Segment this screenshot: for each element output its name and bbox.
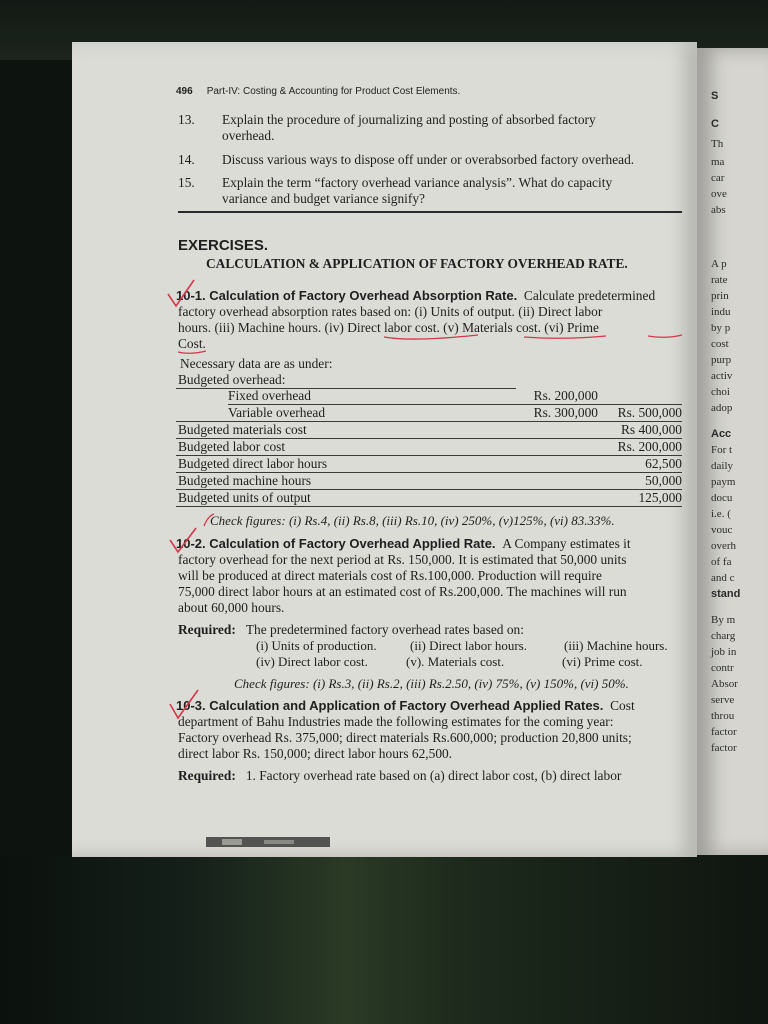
underline-mark: [384, 335, 478, 339]
table-cell: Rs. 200,000: [533, 388, 598, 403]
question-line: overhead.: [222, 128, 275, 143]
underline-mark: [178, 351, 206, 353]
option: (ii) Direct labor hours.: [410, 638, 527, 653]
background-bottom: [0, 855, 768, 1024]
data-intro: Necessary data are as under:: [180, 356, 333, 371]
table-cell: 50,000: [645, 473, 682, 488]
table-cell: Rs. 200,000: [617, 439, 682, 454]
underline-mark: [648, 335, 682, 337]
facing-page-line: by p: [711, 322, 731, 334]
facing-page-line: overh: [711, 540, 737, 552]
question-line: Explain the term “factory overhead variance analysis”. What do capacity: [222, 175, 613, 190]
part-title: Part-IV: Costing & Accounting for Product Cost Elements.: [206, 86, 461, 97]
facing-page-line: Th: [711, 138, 724, 150]
facing-page-line: C: [711, 118, 719, 130]
question-line: variance and budget variance signify?: [222, 191, 425, 206]
table-cell: 62,500: [645, 456, 682, 471]
exercise-line: will be produced at direct materials cost of Rs.100,000. Production will require: [178, 568, 602, 583]
facing-page-line: ma: [711, 156, 725, 168]
exercises-title: EXERCISES.: [178, 237, 269, 254]
exercise-heading: 10-2. Calculation of Factory Overhead Applied Rate.: [176, 536, 496, 551]
facing-page-line: factor: [711, 742, 737, 754]
facing-page-line: S: [711, 90, 719, 102]
option: (v). Materials cost.: [406, 654, 505, 669]
underline-mark: [524, 336, 606, 338]
check-mark: [168, 280, 194, 306]
table-row-label: Budgeted units of output: [178, 490, 311, 505]
table-row-label: Budgeted machine hours: [178, 473, 312, 488]
exercise-line: about 60,000 hours.: [178, 600, 285, 615]
table-row-label: Variable overhead: [228, 405, 326, 420]
question-number: 14.: [178, 152, 195, 167]
facing-page-line: adop: [711, 402, 733, 414]
facing-page-line: stand: [711, 588, 741, 600]
facing-page-line: prin: [711, 290, 729, 302]
exercise-text: A Company estimates it: [502, 536, 631, 551]
table-cell: Rs 400,000: [620, 422, 682, 437]
facing-page-line: By m: [711, 614, 736, 626]
table-row-label: Budgeted materials cost: [178, 422, 307, 437]
option: (i) Units of production.: [256, 638, 377, 653]
option: (iv) Direct labor cost.: [256, 654, 368, 669]
facing-page-line: cost: [711, 338, 729, 350]
facing-page-line: contr: [711, 662, 734, 674]
facing-page-line: A p: [711, 258, 727, 270]
exercise-line: Factory overhead Rs. 375,000; direct materials Rs.600,000; production 20,800 units;: [178, 730, 632, 745]
table-cell: Rs. 500,000: [617, 405, 682, 420]
facing-page-line: choi: [711, 386, 730, 398]
facing-page-line: charg: [711, 630, 736, 642]
exercise-heading: 10-1. Calculation of Factory Overhead Absorption Rate.: [176, 288, 518, 303]
facing-page-line: Absor: [711, 678, 738, 690]
table-row-label: Fixed overhead: [228, 388, 311, 403]
required-label: Required:: [178, 622, 236, 637]
facing-page-line: throu: [711, 710, 735, 722]
facing-page-line: and c: [711, 572, 735, 584]
facing-page-line: i.e. (: [711, 508, 731, 520]
question-number: 15.: [178, 175, 195, 190]
budgeted-overhead-label: Budgeted overhead:: [178, 372, 286, 387]
pen-annotations: [72, 42, 697, 857]
ink-smudge: [204, 834, 332, 850]
check-figures: Check figures: (i) Rs.4, (ii) Rs.8, (iii) Rs.10, (iv) 250%, (v)125%, (vi) 83.33%.: [210, 513, 615, 528]
exercises-subtitle: CALCULATION & APPLICATION OF FACTORY OVERHEAD RATE.: [206, 256, 628, 271]
table-cell: 125,000: [638, 490, 682, 505]
question-number: 13.: [178, 112, 195, 127]
facing-page-line: Acc: [711, 428, 732, 440]
pen-stroke: [204, 514, 214, 526]
exercise-line: hours. (iii) Machine hours. (iv) Direct labor cost. (v) Materials cost. (vi) Prime: [178, 320, 599, 335]
exercise-heading: 10-3. Calculation and Application of Factory Overhead Applied Rates.: [176, 698, 604, 713]
question-line: Explain the procedure of journalizing and posting of absorbed factory: [222, 112, 596, 127]
exercise-line: department of Bahu Industries made the following estimates for the coming year:: [178, 714, 614, 729]
facing-page-line: paym: [711, 476, 736, 488]
table-cell: Rs. 300,000: [533, 405, 598, 420]
exercise-line: factory overhead absorption rates based on: (i) Units of output. (ii) Direct labor: [178, 304, 603, 319]
table-row-label: Budgeted labor cost: [178, 439, 286, 454]
question-line: Discuss various ways to dispose off under or overabsorbed factory overhead.: [222, 152, 635, 167]
facing-page-line: serve: [711, 694, 735, 706]
option: (vi) Prime cost.: [562, 654, 643, 669]
page-number: 496: [176, 86, 193, 97]
exercise-text: Cost: [610, 698, 635, 713]
facing-page-line: purp: [711, 354, 732, 366]
facing-page-line: daily: [711, 460, 733, 472]
required-text: The predetermined factory overhead rates based on:: [245, 622, 524, 637]
facing-page-line: factor: [711, 726, 737, 738]
facing-page-line: rate: [711, 274, 728, 286]
required-label: Required:: [178, 768, 236, 783]
option: (iii) Machine hours.: [564, 638, 668, 653]
facing-page: [697, 48, 768, 855]
book-page: [72, 42, 697, 857]
facing-page-line: car: [711, 172, 725, 184]
facing-page-line: indu: [711, 306, 731, 318]
exercise-line: 75,000 direct labor hours at an estimated cost of Rs.200,000. The machines will run: [178, 584, 627, 599]
exercise-line: factory overhead for the next period at Rs. 150,000. It is estimated that 50,000 units: [178, 552, 627, 567]
check-figures: Check figures: (i) Rs.3, (ii) Rs.2, (iii) Rs.2.50, (iv) 75%, (v) 150%, (vi) 50%.: [234, 676, 629, 691]
required-text: 1. Factory overhead rate based on (a) direct labor cost, (b) direct labor: [245, 768, 622, 783]
facing-page-line: abs: [711, 204, 726, 216]
facing-page-line: job in: [711, 646, 737, 658]
facing-page-line: ove: [711, 188, 727, 200]
facing-page-line: docu: [711, 492, 733, 504]
facing-page-line: vouc: [711, 524, 733, 536]
exercise-text: Calculate predetermined: [523, 288, 656, 303]
facing-page-line: For t: [711, 444, 733, 456]
facing-page-line: of fa: [711, 556, 732, 568]
check-mark: [170, 690, 198, 718]
exercise-line: Cost.: [178, 336, 206, 351]
exercise-line: direct labor Rs. 150,000; direct labor hours 62,500.: [178, 746, 453, 761]
facing-page-line: activ: [711, 370, 733, 382]
check-mark: [170, 528, 196, 552]
table-row-label: Budgeted direct labor hours: [178, 456, 328, 471]
